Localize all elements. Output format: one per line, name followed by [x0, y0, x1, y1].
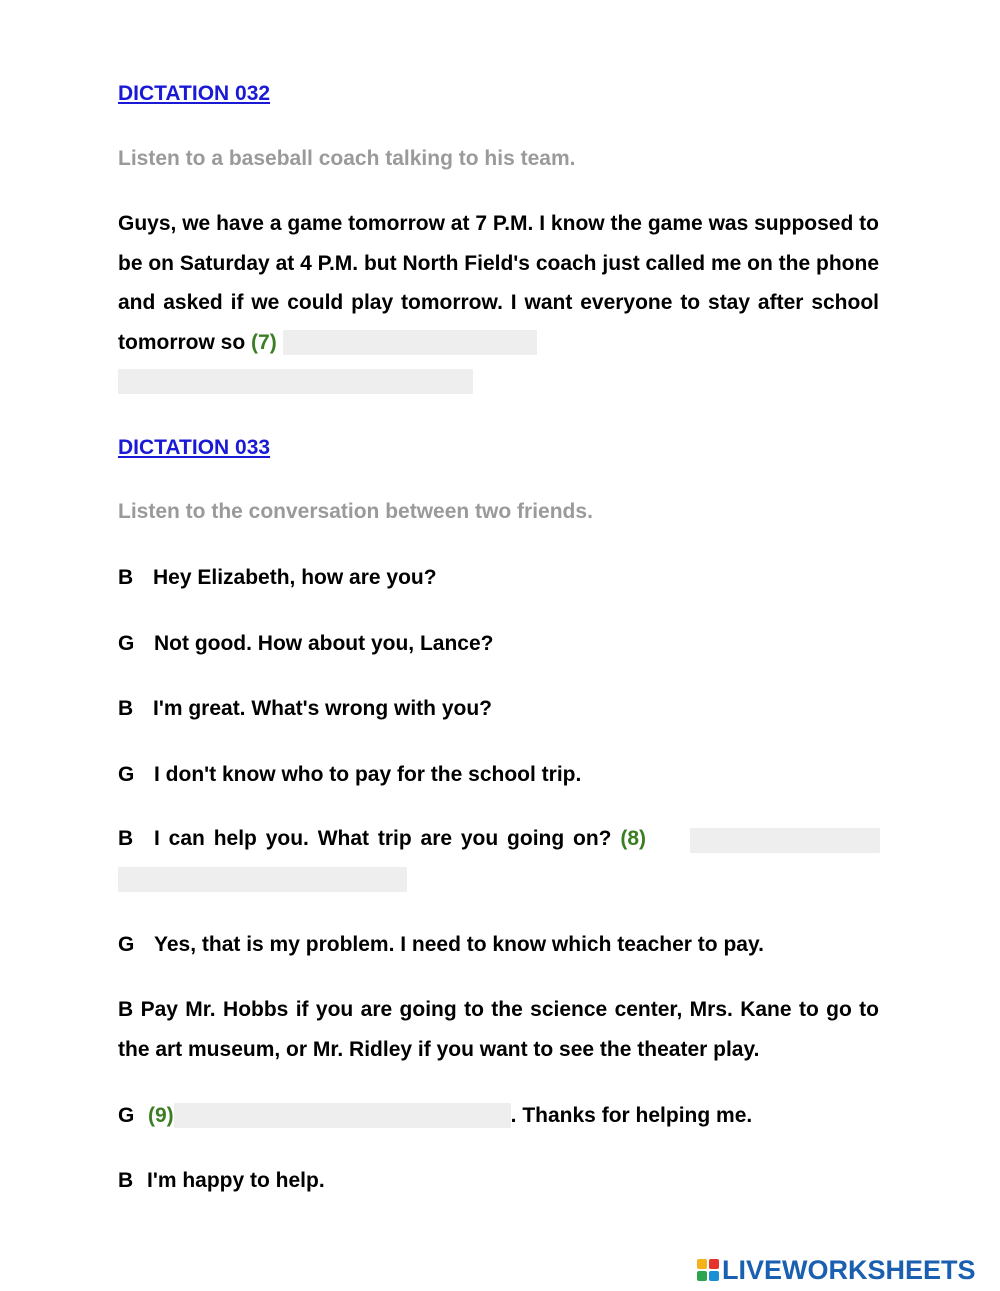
- speaker-label: B: [118, 1169, 134, 1192]
- dialogue-line-5: [118, 827, 646, 851]
- dialogue-text: Yes, that is my problem. I need to know which teacher to pay.: [154, 933, 764, 956]
- dialogue-line-3: [118, 697, 492, 721]
- dialogue-text: Pay Mr. Hobbs if you are going to the science center, Mrs. Kane to go to the art museum, or Mr. Ridley if you want to see the theater play.: [118, 998, 879, 1061]
- logo-square: [709, 1259, 719, 1269]
- speaker-label: B: [118, 827, 134, 850]
- dialogue-line-4: [118, 763, 581, 787]
- section-title-032[interactable]: DICTATION 032: [118, 82, 271, 105]
- logo-square: [709, 1271, 719, 1281]
- speaker-label: G: [118, 632, 135, 655]
- section-intro-032: Listen to a baseball coach talking to his team.: [118, 147, 576, 170]
- answer-blank-7a[interactable]: [283, 330, 537, 355]
- logo-square: [697, 1271, 707, 1281]
- logo-square: [697, 1259, 707, 1269]
- section-intro-033: Listen to the conversation between two friends.: [118, 500, 593, 523]
- speaker-label: B: [118, 566, 134, 589]
- logo-text: LIVEWORKSHEETS: [722, 1254, 976, 1285]
- speaker-label: G: [118, 1104, 135, 1127]
- dialogue-text: I can help you. What trip are you going on?: [154, 827, 621, 850]
- answer-blank-8a[interactable]: [690, 828, 880, 853]
- speaker-label: G: [118, 933, 135, 956]
- dialogue-line-1: [118, 566, 437, 590]
- blank-number-7: (7): [251, 330, 277, 354]
- speaker-label: B: [118, 697, 134, 720]
- coach-paragraph-text: Guys, we have a game tomorrow at 7 P.M. I know the game was supposed to be on Saturday at 4 P.M. but North Field's coach just called me on the phone and asked if we could play tomorrow. I want everyone to stay after school tomorrow so: [118, 212, 879, 354]
- blank-number-9: (9): [148, 1104, 174, 1127]
- liveworksheets-logo[interactable]: [697, 1255, 976, 1285]
- logo-mark-icon: [697, 1259, 719, 1281]
- dialogue-text: I'm great. What's wrong with you?: [153, 697, 492, 720]
- answer-blank-8b[interactable]: [118, 867, 407, 892]
- dialogue-text: I don't know who to pay for the school trip.: [154, 763, 582, 786]
- dialogue-text-after: . Thanks for helping me.: [510, 1104, 753, 1127]
- coach-paragraph: [118, 204, 879, 362]
- dialogue-text: Hey Elizabeth, how are you?: [153, 566, 437, 589]
- dialogue-line-6: [118, 933, 764, 957]
- answer-blank-9[interactable]: [174, 1103, 511, 1128]
- dialogue-line-7: [118, 990, 879, 1069]
- section-title-033[interactable]: DICTATION 033: [118, 436, 271, 459]
- dialogue-line-8: [118, 1103, 752, 1128]
- speaker-label: G: [118, 763, 135, 786]
- dialogue-text: I'm happy to help.: [147, 1169, 325, 1192]
- speaker-label: B: [118, 998, 134, 1021]
- answer-blank-7b[interactable]: [118, 369, 473, 394]
- blank-number-8: (8): [620, 827, 647, 850]
- dialogue-line-9: [118, 1169, 325, 1193]
- dialogue-line-2: [118, 632, 493, 656]
- dialogue-text: Not good. How about you, Lance?: [154, 632, 494, 655]
